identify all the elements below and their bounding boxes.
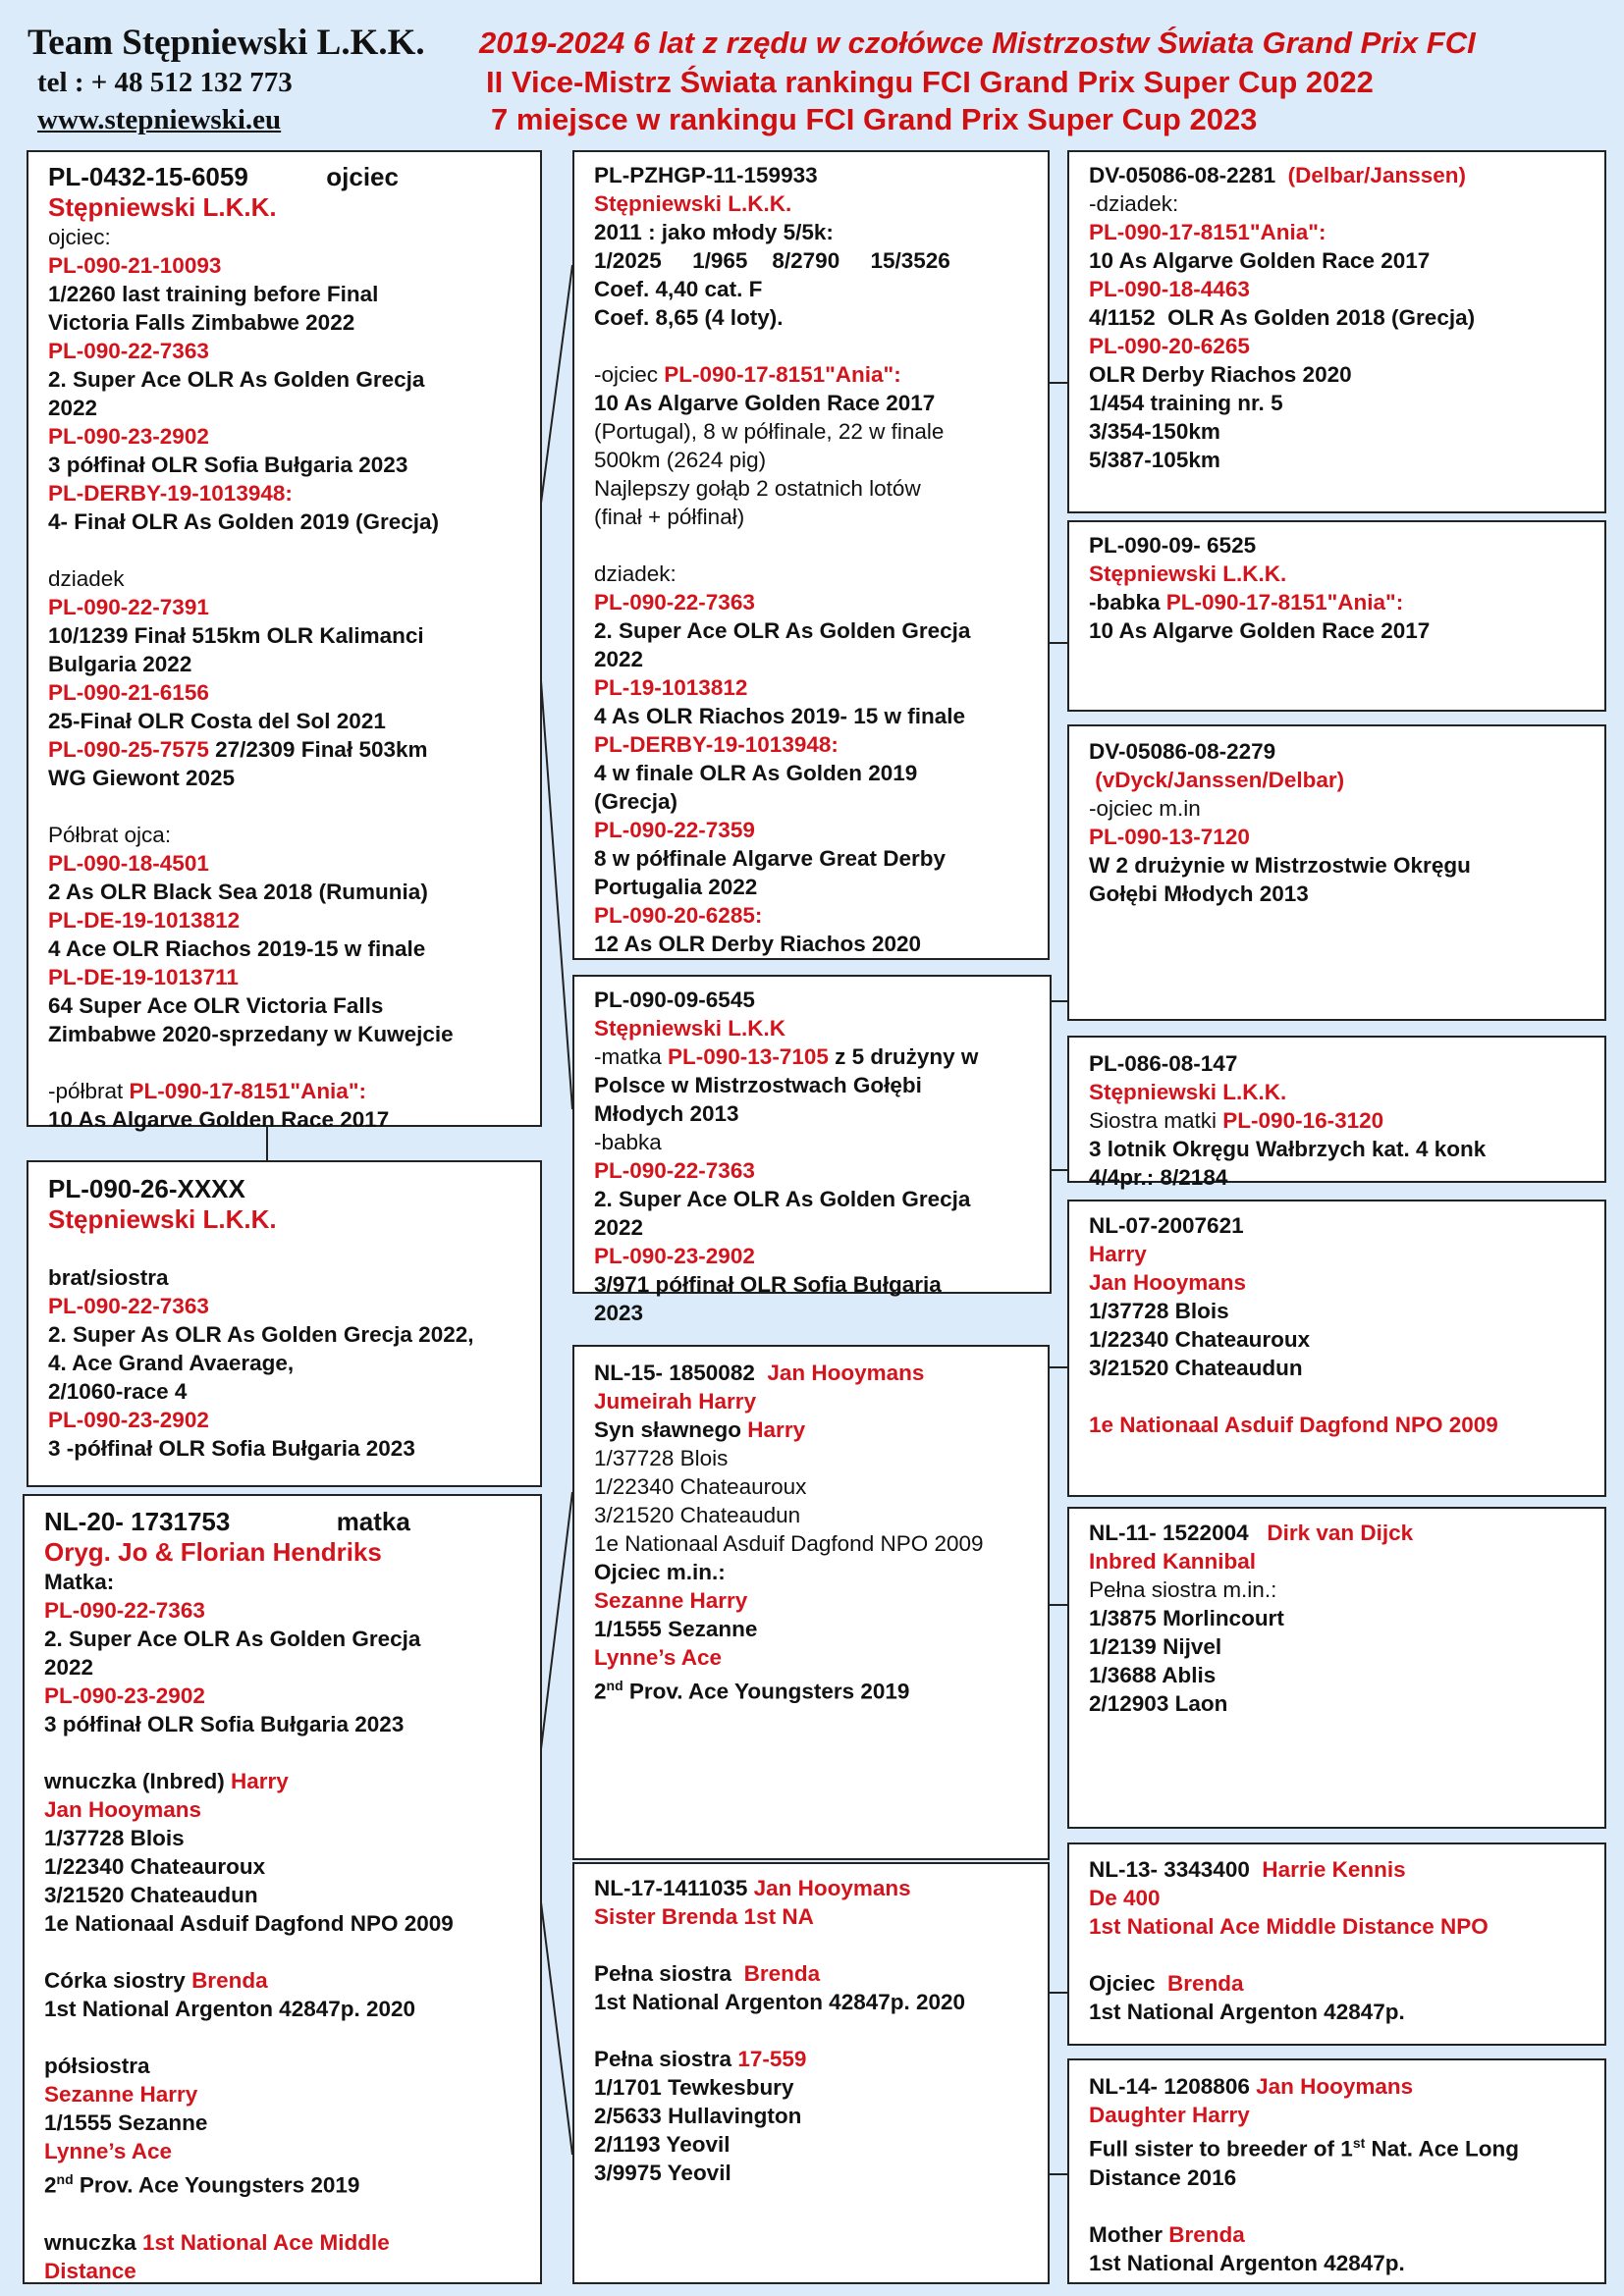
pedigree-line: 2 As OLR Black Sea 2018 (Rumunia) bbox=[48, 880, 428, 904]
pedigree-text: Syn sławnego bbox=[594, 1417, 748, 1442]
maternal-grandmother-box bbox=[572, 1862, 1050, 2284]
pedigree-line: Zimbabwe 2020-sprzedany w Kuwejcie bbox=[48, 1022, 454, 1046]
pedigree-text: NL-17-1411035 bbox=[594, 1876, 754, 1900]
phone-number: tel : + 48 512 132 773 bbox=[37, 67, 293, 98]
pedigree-line bbox=[44, 2228, 520, 2257]
pedigree-text: nd bbox=[606, 1678, 623, 1693]
pedigree-line: 10 As Algarve Golden Race 2017 bbox=[48, 1107, 390, 1132]
pedigree-line: 2022 bbox=[44, 1655, 94, 1680]
great-grandparent-box-6 bbox=[1067, 1507, 1606, 1829]
pedigree-line: 2022 bbox=[594, 1215, 644, 1240]
pedigree-line: PL-090-09-6545 bbox=[594, 988, 755, 1012]
pedigree-text: PL-090-13-7105 bbox=[668, 1044, 829, 1069]
pedigree-line: 1/37728 Blois bbox=[1089, 1299, 1229, 1323]
pedigree-highlight-line: PL-090-18-4501 bbox=[48, 851, 209, 876]
pedigree-text: Siostra matki bbox=[1089, 1108, 1223, 1133]
great-grandparent-box-3 bbox=[1067, 724, 1606, 1021]
achievement-line-2: II Vice-Mistrz Świata rankingu FCI Grand Prix Super Cup 2022 bbox=[486, 65, 1374, 99]
pedigree-line: 3/21520 Chateaudun bbox=[594, 1503, 801, 1527]
pedigree-highlight-line: PL-090-13-7120 bbox=[1089, 825, 1250, 849]
pedigree-line: Polsce w Mistrzostwach Gołębi bbox=[594, 1073, 922, 1097]
pedigree-line bbox=[594, 1959, 1028, 1988]
pedigree-text: Brenda bbox=[1167, 1971, 1244, 1996]
pedigree-text: Full sister to breeder of 1 bbox=[1089, 2136, 1353, 2162]
pedigree-text: Brenda bbox=[191, 1968, 268, 1993]
pedigree-line bbox=[594, 360, 1028, 389]
pedigree-line: 2. Super Ace OLR As Golden Grecja bbox=[594, 1187, 971, 1211]
pedigree-highlight-line: PL-090-22-7363 bbox=[44, 1598, 205, 1623]
pedigree-line: 2/1060-race 4 bbox=[48, 1379, 188, 1404]
great-grandparent-box-2 bbox=[1067, 520, 1606, 712]
pedigree-highlight-line: PL-090-18-4463 bbox=[1089, 277, 1250, 301]
pedigree-highlight-line: Stępniewski L.K.K. bbox=[1089, 1080, 1287, 1104]
pedigree-text: -ojciec bbox=[594, 362, 665, 387]
pedigree-line: 1/2260 last training before Final bbox=[48, 282, 379, 306]
pedigree-line: (Grecja) bbox=[594, 789, 678, 814]
pedigree-line: 8 w półfinale Algarve Great Derby bbox=[594, 846, 947, 871]
pedigree-line: 1/3688 Ablis bbox=[1089, 1663, 1217, 1687]
pedigree-line: 4/4pr.: 8/2184 bbox=[1089, 1165, 1228, 1190]
pedigree-text: nd bbox=[56, 2171, 74, 2187]
pedigree-text: DV-05086-08-2281 bbox=[1089, 163, 1288, 187]
pedigree-line: 4. Ace Grand Avaerage, bbox=[48, 1351, 295, 1375]
father-box bbox=[27, 150, 542, 1132]
pedigree-highlight-line: PL-DERBY-19-1013948: bbox=[48, 481, 293, 506]
pedigree-highlight-line: PL-090-17-8151"Ania": bbox=[1089, 220, 1326, 244]
pedigree-text: PL-090-17-8151"Ania": bbox=[664, 362, 901, 387]
pedigree-highlight-line: Stępniewski L.K.K. bbox=[1089, 561, 1287, 586]
pedigree-line bbox=[594, 2016, 1028, 2045]
pedigree-line: 3/971 półfinał OLR Sofia Bułgaria bbox=[594, 1272, 942, 1297]
pedigree-line bbox=[594, 1874, 1028, 1902]
pedigree-line: 1/2025 1/965 8/2790 15/3526 bbox=[594, 248, 950, 273]
pedigree-line bbox=[1089, 1519, 1585, 1547]
great-grandparent-box-5 bbox=[1067, 1200, 1606, 1497]
pedigree-line bbox=[44, 1767, 520, 1795]
great-grandparent-box-1 bbox=[1067, 150, 1606, 513]
pedigree-line bbox=[44, 2165, 520, 2200]
pedigree-line: Victoria Falls Zimbabwe 2022 bbox=[48, 310, 355, 335]
pedigree-text: PL-090-17-8151"Ania": bbox=[129, 1079, 366, 1103]
pedigree-highlight-line: PL-090-22-7391 bbox=[48, 595, 209, 619]
pedigree-line bbox=[594, 1931, 1028, 1959]
pedigree-highlight-line: Inbred Kannibal bbox=[1089, 1549, 1257, 1574]
pedigree-line bbox=[48, 792, 520, 821]
pedigree-text: -matka bbox=[594, 1044, 669, 1069]
pedigree-line: 4- Finał OLR As Golden 2019 (Grecja) bbox=[48, 509, 440, 534]
pedigree-highlight-line: Daughter Harry bbox=[1089, 2103, 1250, 2127]
pedigree-line: PL-086-08-147 bbox=[1089, 1051, 1238, 1076]
pedigree-highlight-line: PL-090-22-7363 bbox=[48, 339, 209, 363]
pedigree-line: 1/37728 Blois bbox=[44, 1826, 185, 1850]
pedigree-line: 1/1555 Sezanne bbox=[594, 1617, 758, 1641]
pedigree-highlight-line: PL-19-1013812 bbox=[594, 675, 748, 700]
pedigree-highlight-line: Harry bbox=[1089, 1242, 1147, 1266]
pedigree-line bbox=[48, 1235, 520, 1263]
pedigree-text: PL-090-25-7575 bbox=[48, 737, 209, 762]
pedigree-line bbox=[44, 2023, 520, 2052]
pedigree-line: 25-Finał OLR Costa del Sol 2021 bbox=[48, 709, 386, 733]
pedigree-line: 1/37728 Blois bbox=[594, 1446, 729, 1470]
pedigree-text: NL-11- 1522004 bbox=[1089, 1521, 1268, 1545]
pedigree-highlight-line: 1e Nationaal Asduif Dagfond NPO 2009 bbox=[1089, 1413, 1498, 1437]
pedigree-highlight-line: Jan Hooymans bbox=[1089, 1270, 1247, 1295]
pedigree-text: wnuczka bbox=[44, 2229, 143, 2255]
team-title: Team Stępniewski L.K.K. bbox=[27, 23, 425, 63]
pedigree-line: 3/21520 Chateaudun bbox=[44, 1883, 258, 1907]
great-grandparent-box-4 bbox=[1067, 1036, 1606, 1190]
pedigree-highlight-line: Stępniewski L.K.K. bbox=[48, 192, 277, 222]
pedigree-line: 4 As OLR Riachos 2019- 15 w finale bbox=[594, 704, 966, 728]
pedigree-line: PL-PZHGP-11-159933 bbox=[594, 163, 818, 187]
pedigree-line bbox=[1089, 1106, 1585, 1135]
pedigree-line bbox=[594, 1042, 1030, 1071]
pedigree-line: Gołębi Młodych 2013 bbox=[1089, 881, 1309, 906]
pedigree-line: 3/21520 Chateaudun bbox=[1089, 1356, 1303, 1380]
achievement-line-3: 7 miejsce w rankingu FCI Grand Prix Super Cup 2023 bbox=[491, 102, 1258, 136]
pedigree-line: 5/387-105km bbox=[1089, 448, 1220, 472]
pedigree-highlight-line: Jumeirah Harry bbox=[594, 1389, 757, 1414]
pedigree-line: 3 półfinał OLR Sofia Bułgaria 2023 bbox=[48, 453, 408, 477]
pedigree-text: NL-15- 1850082 bbox=[594, 1361, 768, 1385]
pedigree-line bbox=[594, 1359, 1028, 1387]
pedigree-line bbox=[44, 1938, 520, 1966]
pedigree-line: 10 As Algarve Golden Race 2017 bbox=[594, 391, 936, 415]
pedigree-text: Jan Hooymans bbox=[753, 1876, 911, 1900]
pedigree-line: 2022 bbox=[594, 647, 644, 671]
pedigree-line: 2023 bbox=[594, 1301, 644, 1325]
pedigree-highlight-line: PL-090-21-6156 bbox=[48, 680, 209, 705]
pedigree-line: Distance 2016 bbox=[1089, 2164, 1237, 2190]
pedigree-line bbox=[48, 536, 520, 564]
pedigree-line: 3 półfinał OLR Sofia Bułgaria 2023 bbox=[44, 1712, 405, 1736]
pedigree-line bbox=[1089, 2192, 1585, 2220]
pedigree-line: Pełna siostra m.in.: bbox=[1089, 1577, 1277, 1602]
pedigree-text: Harrie Kennis bbox=[1262, 1857, 1406, 1882]
pedigree-text: -półbrat bbox=[48, 1079, 130, 1103]
pedigree-highlight-line: Stępniewski L.K.K. bbox=[594, 191, 792, 216]
pedigree-highlight-line: PL-090-23-2902 bbox=[48, 1408, 209, 1432]
paternal-grandfather-box bbox=[572, 150, 1050, 960]
pedigree-line bbox=[594, 1672, 1028, 1706]
pedigree-highlight-line: PL-DE-19-1013812 bbox=[48, 908, 241, 933]
pedigree-line: 2022 bbox=[48, 396, 98, 420]
pedigree-line: 1/1701 Tewkesbury bbox=[594, 2075, 794, 2100]
pedigree-text: Prov. Ace Youngsters 2019 bbox=[623, 1679, 910, 1704]
paternal-grandmother-box bbox=[572, 975, 1052, 1325]
pedigree-text: Prov. Ace Youngsters 2019 bbox=[73, 2172, 360, 2198]
pedigree-text: 1st National Ace Middle bbox=[142, 2229, 390, 2255]
pedigree-highlight-line: De 400 bbox=[1089, 1886, 1161, 1910]
pedigree-line bbox=[594, 531, 1028, 560]
pedigree-highlight-line: PL-090-22-7359 bbox=[594, 818, 755, 842]
pedigree-line bbox=[594, 332, 1028, 360]
sibling-box bbox=[27, 1160, 542, 1487]
pedigree-highlight-line: PL-090-21-10093 bbox=[48, 253, 222, 278]
pedigree-highlight-line: Lynne’s Ace bbox=[44, 2139, 173, 2163]
pedigree-highlight-line: PL-090-23-2902 bbox=[48, 424, 209, 449]
pedigree-line: 2/1193 Yeovil bbox=[594, 2132, 731, 2157]
pedigree-text: 2 bbox=[594, 1679, 607, 1704]
pedigree-line: 1/454 training nr. 5 bbox=[1089, 391, 1283, 415]
pedigree-line bbox=[44, 2200, 520, 2228]
pedigree-line: W 2 drużynie w Mistrzostwie Okręgu bbox=[1089, 853, 1471, 878]
pedigree-text: Ojciec bbox=[1089, 1971, 1168, 1996]
pedigree-highlight-line: PL-090-23-2902 bbox=[594, 1244, 755, 1268]
pedigree-highlight-line: PL-090-20-6265 bbox=[1089, 334, 1250, 358]
pedigree-text: 27/2309 Finał 503km bbox=[208, 737, 428, 762]
pedigree-line: 3/9975 Yeovil bbox=[594, 2161, 731, 2185]
pedigree-line: NL-07-2007621 bbox=[1089, 1213, 1244, 1238]
maternal-grandfather-box bbox=[572, 1345, 1050, 1860]
pedigree-line: 1/22340 Chateauroux bbox=[594, 1474, 807, 1499]
pedigree-highlight-line: PL-090-20-6285: bbox=[594, 903, 763, 928]
pedigree-highlight-line: PL-090-23-2902 bbox=[44, 1683, 205, 1708]
pedigree-line bbox=[48, 735, 520, 764]
pedigree-line: Bulgaria 2022 bbox=[48, 652, 192, 676]
pedigree-highlight-line: PL-090-22-7363 bbox=[48, 1294, 209, 1318]
pedigree-highlight-line: 1st National Ace Middle Distance NPO bbox=[1089, 1914, 1489, 1939]
pedigree-text: PL-090-16-3120 bbox=[1222, 1108, 1384, 1133]
website-link[interactable]: www.stepniewski.eu bbox=[37, 104, 282, 135]
pedigree-line: -dziadek: bbox=[1089, 191, 1179, 216]
pedigree-line: PL-090-26-XXXX bbox=[48, 1174, 245, 1203]
pedigree-line bbox=[1089, 2129, 1585, 2163]
achievement-line-1: 2019-2024 6 lat z rzędu w czołówce Mistrzostw Świata Grand Prix FCI bbox=[479, 26, 1476, 60]
pedigree-line: Młodych 2013 bbox=[594, 1101, 739, 1126]
pedigree-line bbox=[1089, 1855, 1585, 1884]
pedigree-line bbox=[1089, 588, 1585, 616]
pedigree-line: brat/siostra bbox=[48, 1265, 169, 1290]
pedigree-text: Jan Hooymans bbox=[1256, 2074, 1414, 2099]
pedigree-text: z 5 drużyny w bbox=[828, 1044, 979, 1069]
pedigree-text: Pełna siostra bbox=[594, 2047, 738, 2071]
pedigree-line: 1/1555 Sezanne bbox=[44, 2110, 208, 2135]
pedigree-line: DV-05086-08-2279 bbox=[1089, 739, 1276, 764]
pedigree-highlight-line: Sister Brenda 1st NA bbox=[594, 1904, 814, 1929]
pedigree-highlight-line: Distance bbox=[44, 2258, 136, 2283]
pedigree-text: Dirk van Dijck bbox=[1267, 1521, 1414, 1545]
pedigree-highlight-line: Lynne’s Ace bbox=[594, 1645, 723, 1670]
pedigree-highlight-line: PL-090-22-7363 bbox=[594, 590, 755, 614]
great-grandparent-box-8 bbox=[1067, 2058, 1606, 2284]
pedigree-line: 2. Super As OLR As Golden Grecja 2022, bbox=[48, 1322, 474, 1347]
pedigree-text: Brenda bbox=[743, 1961, 821, 1986]
pedigree-line: 1/3875 Morlincourt bbox=[1089, 1606, 1284, 1630]
pedigree-line: 4 w finale OLR As Golden 2019 bbox=[594, 761, 918, 785]
pedigree-line: 1st National Argenton 42847p. bbox=[1089, 2250, 1405, 2275]
pedigree-line: OLR Derby Riachos 2020 bbox=[1089, 362, 1352, 387]
pedigree-line: (finał + półfinał) bbox=[594, 505, 745, 529]
pedigree-line bbox=[1089, 1941, 1585, 1969]
pedigree-line: 4/1152 OLR As Golden 2018 (Grecja) bbox=[1089, 305, 1476, 330]
pedigree-line: PL-0432-15-6059 ojciec bbox=[48, 162, 399, 191]
pedigree-line: 10 As Algarve Golden Race 2017 bbox=[1089, 618, 1431, 643]
pedigree-highlight-line: PL-090-22-7363 bbox=[594, 1158, 755, 1183]
pedigree-line: 3/354-150km bbox=[1089, 419, 1220, 444]
pedigree-highlight-line: Oryg. Jo & Florian Hendriks bbox=[44, 1537, 382, 1567]
pedigree-line: dziadek bbox=[48, 566, 125, 591]
mother-box bbox=[23, 1494, 542, 2284]
pedigree-line: Półbrat ojca: bbox=[48, 823, 172, 847]
pedigree-line: 1e Nationaal Asduif Dagfond NPO 2009 bbox=[44, 1911, 454, 1936]
pedigree-text: 17-559 bbox=[737, 2047, 807, 2071]
pedigree-line bbox=[44, 1966, 520, 1995]
pedigree-text: Pełna siostra bbox=[594, 1961, 744, 1986]
pedigree-line: 2/5633 Hullavington bbox=[594, 2104, 802, 2128]
pedigree-line: PL-090-09- 6525 bbox=[1089, 533, 1257, 558]
pedigree-line: 1e Nationaal Asduif Dagfond NPO 2009 bbox=[594, 1531, 984, 1556]
pedigree-highlight-line: Jan Hooymans bbox=[44, 1797, 202, 1822]
pedigree-line: dziadek: bbox=[594, 561, 677, 586]
pedigree-line bbox=[48, 1077, 520, 1105]
pedigree-text: st bbox=[1352, 2135, 1366, 2151]
pedigree-line: ojciec: bbox=[48, 225, 111, 249]
pedigree-text: NL-13- 3343400 bbox=[1089, 1857, 1263, 1882]
pedigree-text: Mother bbox=[1089, 2221, 1169, 2247]
pedigree-text: Harry bbox=[231, 1769, 289, 1793]
pedigree-line: -babka bbox=[594, 1130, 662, 1154]
pedigree-line: 2. Super Ace OLR As Golden Grecja bbox=[48, 367, 425, 392]
pedigree-line: 1/22340 Chateauroux bbox=[44, 1854, 266, 1879]
pedigree-line: Coef. 4,40 cat. F bbox=[594, 277, 763, 301]
pedigree-line: 4 Ace OLR Riachos 2019-15 w finale bbox=[48, 936, 426, 961]
pedigree-line: 2011 : jako młody 5/5k: bbox=[594, 220, 834, 244]
pedigree-text: Harry bbox=[747, 1417, 806, 1442]
pedigree-line: 1st National Argenton 42847p. 2020 bbox=[44, 1997, 416, 2021]
pedigree-highlight-line: PL-DE-19-1013711 bbox=[48, 965, 239, 989]
pedigree-line bbox=[44, 1738, 520, 1767]
pedigree-line: 2/12903 Laon bbox=[1089, 1691, 1228, 1716]
pedigree-highlight-line: PL-DERBY-19-1013948: bbox=[594, 732, 839, 757]
pedigree-line: 10/1239 Finał 515km OLR Kalimanci bbox=[48, 623, 424, 648]
pedigree-line bbox=[1089, 1969, 1585, 1998]
pedigree-line: Portugalia 2022 bbox=[594, 875, 758, 899]
pedigree-line: Coef. 8,65 (4 loty). bbox=[594, 305, 784, 330]
pedigree-line: NL-20- 1731753 matka bbox=[44, 1507, 410, 1536]
pedigree-line bbox=[594, 1415, 1028, 1444]
pedigree-line bbox=[1089, 161, 1585, 189]
pedigree-line: 12 As OLR Derby Riachos 2020 bbox=[594, 932, 922, 956]
pedigree-text: wnuczka (Inbred) bbox=[44, 1769, 232, 1793]
pedigree-text: NL-14- 1208806 bbox=[1089, 2074, 1257, 2099]
pedigree-line: półsiostra bbox=[44, 2054, 150, 2078]
pedigree-text: Nat. Ace Long bbox=[1365, 2136, 1519, 2162]
pedigree-text: Brenda bbox=[1168, 2221, 1245, 2247]
pedigree-text: Jan Hooymans bbox=[767, 1361, 925, 1385]
pedigree-line: 500km (2624 pig) bbox=[594, 448, 767, 472]
pedigree-text: -babka bbox=[1089, 590, 1166, 614]
pedigree-line: 64 Super Ace OLR Victoria Falls bbox=[48, 993, 384, 1018]
pedigree-line: (Portugal), 8 w półfinale, 22 w finale bbox=[594, 419, 945, 444]
pedigree-line bbox=[1089, 2072, 1585, 2101]
pedigree-line: 3 lotnik Okręgu Wałbrzych kat. 4 konk bbox=[1089, 1137, 1487, 1161]
pedigree-text: PL-090-17-8151"Ania": bbox=[1165, 590, 1404, 614]
pedigree-line: 1st National Argenton 42847p. bbox=[1089, 2000, 1405, 2024]
pedigree-line: -ojciec m.in bbox=[1089, 796, 1201, 821]
pedigree-line bbox=[48, 1048, 520, 1077]
pedigree-line bbox=[1089, 2220, 1585, 2249]
pedigree-line: Matka: bbox=[44, 1570, 115, 1594]
pedigree-line: 1/2139 Nijvel bbox=[1089, 1634, 1222, 1659]
pedigree-line: 2. Super Ace OLR As Golden Grecja bbox=[594, 618, 971, 643]
pedigree-line: 2. Super Ace OLR As Golden Grecja bbox=[44, 1627, 421, 1651]
pedigree-line: 1/22340 Chateauroux bbox=[1089, 1327, 1311, 1352]
pedigree-highlight-line: Stępniewski L.K.K bbox=[594, 1016, 786, 1041]
pedigree-line: 3 -półfinał OLR Sofia Bułgaria 2023 bbox=[48, 1436, 415, 1461]
pedigree-text: (Delbar/Janssen) bbox=[1287, 163, 1466, 187]
pedigree-line: 10 As Algarve Golden Race 2017 bbox=[1089, 248, 1431, 273]
pedigree-text: 2 bbox=[44, 2172, 57, 2198]
pedigree-highlight-line: Stępniewski L.K.K. bbox=[48, 1204, 277, 1234]
pedigree-highlight-line: (vDyck/Janssen/Delbar) bbox=[1089, 768, 1345, 792]
pedigree-line: 1st National Argenton 42847p. 2020 bbox=[594, 1990, 966, 2014]
pedigree-line: WG Giewont 2025 bbox=[48, 766, 236, 790]
great-grandparent-box-7 bbox=[1067, 1842, 1606, 2046]
pedigree-line: Najlepszy gołąb 2 ostatnich lotów bbox=[594, 476, 921, 501]
pedigree-highlight-line: Sezanne Harry bbox=[594, 1588, 748, 1613]
pedigree-line bbox=[594, 2045, 1028, 2073]
pedigree-highlight-line: Sezanne Harry bbox=[44, 2082, 198, 2107]
pedigree-text: Córka siostry bbox=[44, 1968, 192, 1993]
pedigree-line bbox=[1089, 1382, 1585, 1411]
pedigree-line: Ojciec m.in.: bbox=[594, 1560, 726, 1584]
